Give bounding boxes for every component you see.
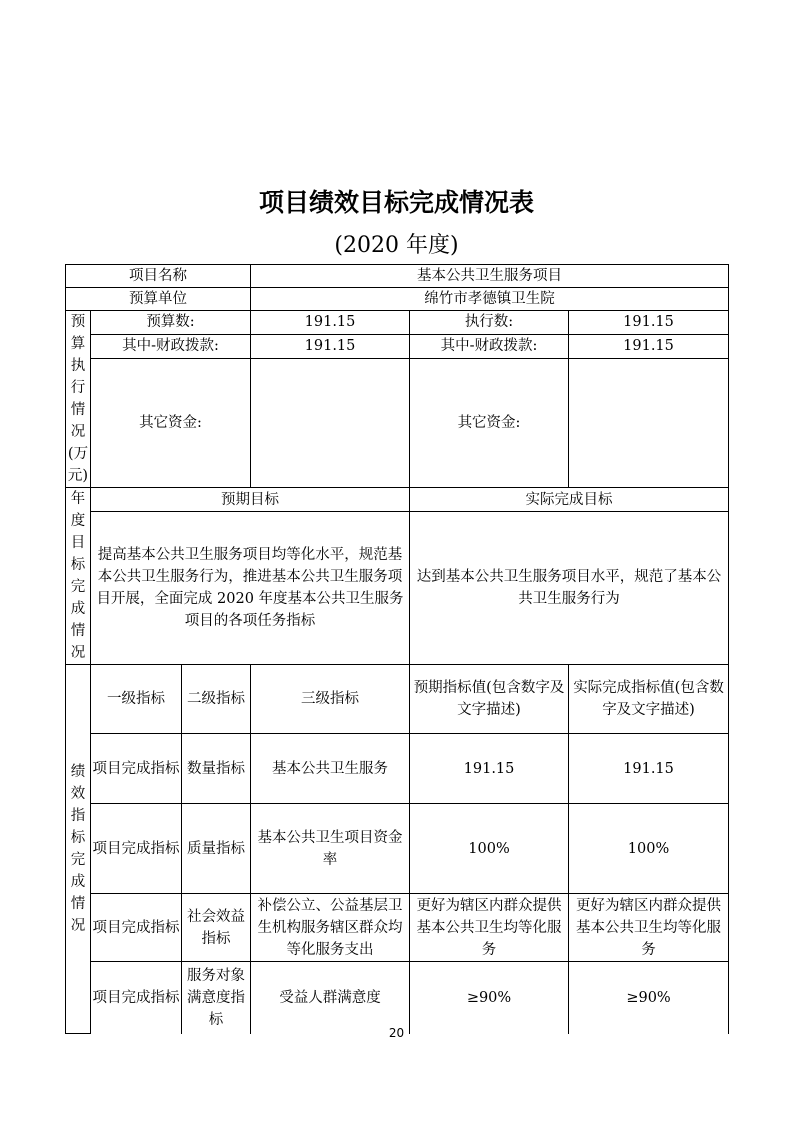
indicator-level2: 质量指标 <box>182 804 251 894</box>
fiscal-executed-label: 其中-财政拨款: <box>410 334 569 358</box>
indicator-level1: 项目完成指标 <box>91 804 182 894</box>
budget-unit-value: 绵竹市孝德镇卫生院 <box>251 288 729 311</box>
actual-goal-header: 实际完成目标 <box>410 488 729 512</box>
indicator-level2: 服务对象满意度指标 <box>182 962 251 1034</box>
indicator-header-row <box>66 665 729 734</box>
indicator-level3: 补偿公立、公益基层卫生机构服务辖区群众均等化服务支出 <box>251 894 410 962</box>
annual-header-row <box>66 488 729 512</box>
page-subtitle: (2020 年度) <box>334 233 459 258</box>
performance-table <box>65 264 729 1034</box>
fiscal-row <box>66 334 729 358</box>
indicator-actual: ≥90% <box>569 962 729 1034</box>
indicator-expected: 更好为辖区内群众提供基本公共卫生均等化服务 <box>410 894 569 962</box>
other-funds-budget-value <box>251 358 410 487</box>
indicator-section-label: 绩 效 指 标 完 成 情 况 <box>66 665 91 1034</box>
indicator-level2: 数量指标 <box>182 734 251 804</box>
other-funds-row <box>66 358 729 487</box>
indicator-level1: 项目完成指标 <box>91 734 182 804</box>
indicator-row <box>66 962 729 1034</box>
indicator-level1: 项目完成指标 <box>91 962 182 1034</box>
indicator-header-expected: 预期指标值(包含数字及文字描述) <box>410 665 569 734</box>
indicator-expected: 191.15 <box>410 734 569 804</box>
project-name-row <box>66 265 729 288</box>
executed-amount-value: 191.15 <box>569 311 729 335</box>
other-funds-label: 其它资金: <box>91 358 251 487</box>
other-funds-executed-label: 其它资金: <box>410 358 569 487</box>
page-number: 20 <box>388 1026 405 1040</box>
indicator-header-level2: 二级指标 <box>182 665 251 734</box>
budget-unit-row <box>66 288 729 311</box>
indicator-row <box>66 804 729 894</box>
indicator-expected: 100% <box>410 804 569 894</box>
indicator-header-actual: 实际完成指标值(包含数字及文字描述) <box>569 665 729 734</box>
page-title: 项目绩效目标完成情况表 <box>258 188 534 217</box>
budget-amount-row <box>66 311 729 335</box>
indicator-actual: 100% <box>569 804 729 894</box>
budget-amount-label: 预算数: <box>91 311 251 335</box>
indicator-expected: ≥90% <box>410 962 569 1034</box>
indicator-level3: 受益人群满意度 <box>251 962 410 1034</box>
budget-unit-label: 预算单位 <box>66 288 251 311</box>
indicator-header-level1: 一级指标 <box>91 665 182 734</box>
indicator-actual: 191.15 <box>569 734 729 804</box>
indicator-row <box>66 734 729 804</box>
indicator-level3: 基本公共卫生项目资金率 <box>251 804 410 894</box>
indicator-level3: 基本公共卫生服务 <box>251 734 410 804</box>
indicator-actual: 更好为辖区内群众提供基本公共卫生均等化服务 <box>569 894 729 962</box>
actual-goal-text: 达到基本公共卫生服务项目水平，规范了基本公共卫生服务行为 <box>410 512 729 665</box>
executed-amount-label: 执行数: <box>410 311 569 335</box>
other-funds-executed-value <box>569 358 729 487</box>
budget-section-label: 预 算 执 行 情 况 (万 元) <box>66 311 91 488</box>
annual-content-row <box>66 512 729 665</box>
indicator-level1: 项目完成指标 <box>91 894 182 962</box>
expected-goal-text: 提高基本公共卫生服务项目均等化水平，规范基本公共卫生服务行为，推进基本公共卫生服务项目开展，全面完成 2020 年度基本公共卫生服务项目的各项任务指标 <box>91 512 410 665</box>
expected-goal-header: 预期目标 <box>91 488 410 512</box>
fiscal-budget-value: 191.15 <box>251 334 410 358</box>
indicator-row <box>66 894 729 962</box>
annual-section-label: 年 度 目 标 完 成 情 况 <box>66 488 91 665</box>
budget-amount-value: 191.15 <box>251 311 410 335</box>
fiscal-executed-value: 191.15 <box>569 334 729 358</box>
indicator-header-level3: 三级指标 <box>251 665 410 734</box>
project-name-value: 基本公共卫生服务项目 <box>251 265 729 288</box>
project-name-label: 项目名称 <box>66 265 251 288</box>
fiscal-budget-label: 其中-财政拨款: <box>91 334 251 358</box>
indicator-level2: 社会效益指标 <box>182 894 251 962</box>
